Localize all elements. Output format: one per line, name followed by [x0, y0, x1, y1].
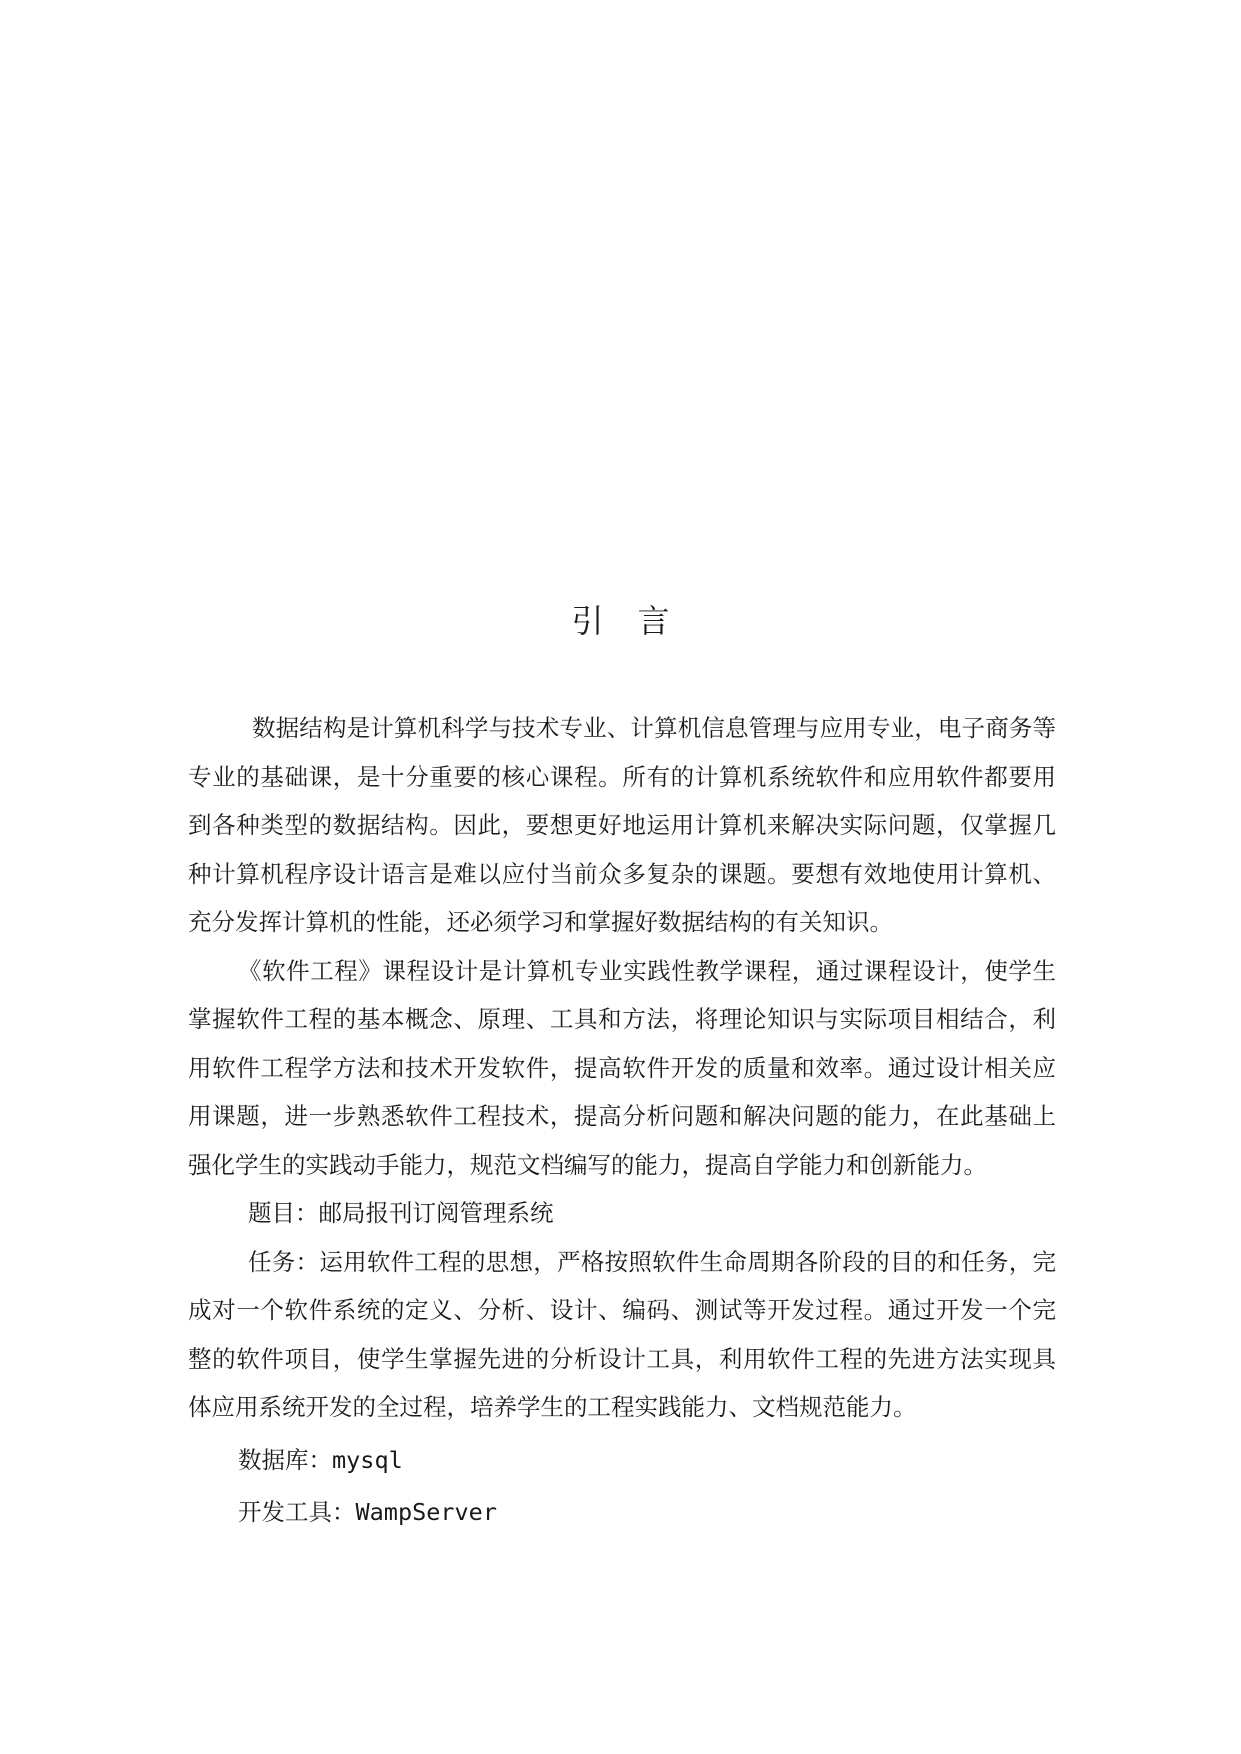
task-paragraph	[188, 1238, 1056, 1432]
document-body	[188, 704, 1056, 1538]
intro-paragraph-software-engineering: 《软件工程》课程设计是计算机专业实践性教学课程，通过课程设计，使学生掌握软件工程的基本概念、原理、工具和方法，将理论知识与实际项目相结合，利用软件工程学方法和技术开发软件，提高软件开发的质量和效率。通过设计相关应用课题，进一步熟悉软件工程技术，提高分析问题和解决问题的能力，在此基础上强化学生的实践动手能力，规范文档编写的能力，提高自学能力和创新能力。	[188, 956, 1056, 1179]
database-line	[188, 1434, 1056, 1486]
database-label: 数据库：	[238, 1445, 332, 1474]
task-label: 任务：	[248, 1247, 320, 1276]
page-title: 引言	[571, 602, 704, 640]
topic-value: 邮局报刊订阅管理系统	[318, 1199, 554, 1227]
dev-tool-line	[188, 1486, 1056, 1538]
topic-line	[188, 1189, 1056, 1238]
intro-paragraph-data-structures: 数据结构是计算机科学与技术专业、计算机信息管理与应用专业，电子商务等专业的基础课，是十分重要的核心课程。所有的计算机系统软件和应用软件都要用到各种类型的数据结构。因此，要想更好地运用计算机来解决实际问题，仅掌握几种计算机程序设计语言是难以应付当前众多复杂的课题。要想有效地使用计算机、充分发挥计算机的性能，还必须学习和掌握好数据结构的有关知识。	[188, 714, 1056, 936]
topic-label: 题目：	[248, 1199, 319, 1227]
database-value: mysql	[332, 1445, 403, 1474]
task-value: 运用软件工程的思想，严格按照软件生命周期各阶段的目的和任务，完成对一个软件系统的定义、分析、设计、编码、测试等开发过程。通过开发一个完整的软件项目，使学生掌握先进的分析设计工具，利用软件工程的先进方法实现具体应用系统开发的全过程，培养学生的工程实践能力、文档规范能力。	[188, 1247, 1057, 1421]
dev-tool-value: WampServer	[355, 1497, 497, 1526]
dev-tool-label: 开发工具：	[238, 1497, 356, 1526]
